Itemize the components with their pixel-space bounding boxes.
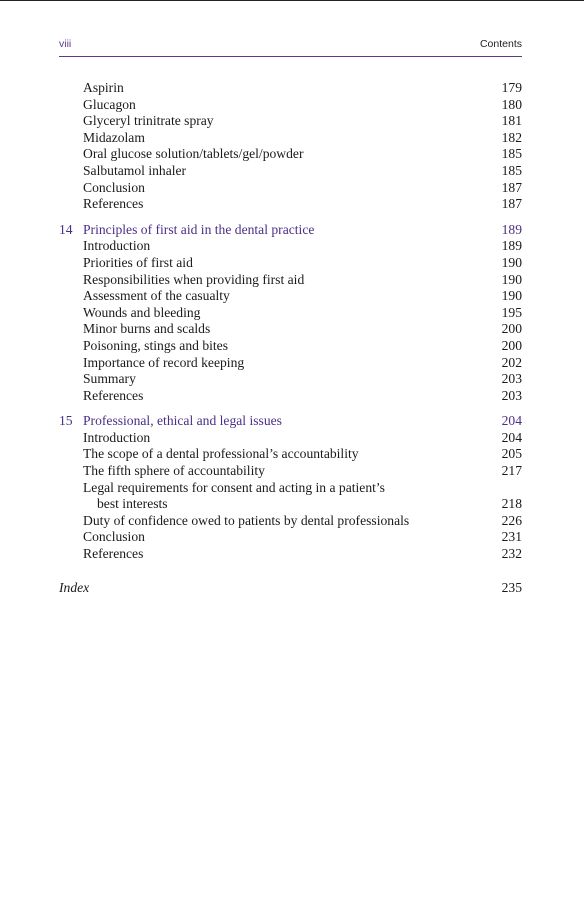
toc-entry-title: Midazolam xyxy=(83,129,145,145)
toc-entry[interactable] xyxy=(59,97,522,114)
toc-entry-page: 226 xyxy=(501,512,522,528)
toc-entry-page: 218 xyxy=(501,496,522,512)
toc-entry-title: best interests xyxy=(97,496,168,512)
toc-entry-page: 187 xyxy=(501,179,522,195)
toc-entry-title: Introduction xyxy=(83,429,151,445)
toc-entry-title: Glucagon xyxy=(83,96,136,112)
toc-entry[interactable] xyxy=(59,355,522,372)
toc-entry-title: Glyceryl trinitrate spray xyxy=(83,113,214,129)
toc-entry[interactable] xyxy=(59,163,522,180)
toc-entry[interactable] xyxy=(59,338,522,355)
toc-entry[interactable] xyxy=(59,529,522,546)
chapter-page: 189 xyxy=(501,221,522,237)
toc-entry[interactable] xyxy=(59,446,522,463)
toc-entry-title: The scope of a dental professional’s accountability xyxy=(83,446,359,462)
toc-entry-page: 185 xyxy=(501,146,522,162)
chapter-title: Professional, ethical and legal issues xyxy=(83,413,282,429)
toc-entry-page: 185 xyxy=(501,162,522,178)
toc-entry[interactable] xyxy=(59,480,522,497)
toc-entry-title: Poisoning, stings and bites xyxy=(83,337,229,353)
chapter-title: Principles of first aid in the dental practice xyxy=(83,221,315,237)
running-header xyxy=(59,38,522,57)
toc-entry[interactable] xyxy=(59,430,522,447)
toc-entry[interactable] xyxy=(59,180,522,197)
toc-index-entry[interactable] xyxy=(59,580,522,597)
toc-entry-page: 200 xyxy=(501,337,522,353)
toc-entry-page: 189 xyxy=(501,238,522,254)
toc-entry-continuation[interactable] xyxy=(59,496,522,513)
toc-entry-title: Conclusion xyxy=(83,179,145,195)
toc-entry-page: 179 xyxy=(501,80,522,95)
toc-entry-title: The fifth sphere of accountability xyxy=(83,463,265,479)
toc-entry-title: References xyxy=(83,387,144,403)
toc-entry-title: Conclusion xyxy=(83,529,145,545)
toc-entry[interactable] xyxy=(59,321,522,338)
index-title: Index xyxy=(59,579,90,595)
toc-entry-page: 205 xyxy=(501,446,522,462)
running-title: Contents xyxy=(479,38,522,50)
toc-entry[interactable] xyxy=(59,80,522,97)
chapter-heading-14[interactable] xyxy=(59,222,522,239)
toc-entry-page: 204 xyxy=(501,429,522,445)
toc-entry-page: 190 xyxy=(501,271,522,287)
toc-entry-title: Oral glucose solution/tablets/gel/powder xyxy=(83,146,304,162)
toc-entry-title: Minor burns and scalds xyxy=(83,321,211,337)
toc-entry[interactable] xyxy=(59,272,522,289)
toc-entry-title: Priorities of first aid xyxy=(83,254,193,270)
toc-entry-page: 181 xyxy=(501,113,522,129)
toc-entry-page: 203 xyxy=(501,371,522,387)
toc-entry-page: 182 xyxy=(501,129,522,145)
toc-entry-title: References xyxy=(83,196,144,212)
toc-entry-title: Wounds and bleeding xyxy=(83,304,201,320)
toc-entry[interactable] xyxy=(59,388,522,405)
toc-entry[interactable] xyxy=(59,371,522,388)
chapter-page: 204 xyxy=(501,413,522,429)
toc-entry-title: Introduction xyxy=(83,238,151,254)
toc-entry-title: Responsibilities when providing first aid xyxy=(83,271,305,287)
toc-entry[interactable] xyxy=(59,238,522,255)
toc-entry-page: 200 xyxy=(501,321,522,337)
toc-entry[interactable] xyxy=(59,196,522,213)
toc-entry[interactable] xyxy=(59,463,522,480)
chapter-number: 14 xyxy=(59,221,73,237)
toc-entry-title: Importance of record keeping xyxy=(83,354,245,370)
toc-entry[interactable] xyxy=(59,255,522,272)
toc-entry-page: 187 xyxy=(501,196,522,212)
toc-entry-page: 202 xyxy=(501,354,522,370)
toc-entry-page: 232 xyxy=(501,546,522,562)
chapter-number: 15 xyxy=(59,413,73,429)
toc-entry-page: 190 xyxy=(501,254,522,270)
index-page: 235 xyxy=(501,579,522,595)
toc-entry[interactable] xyxy=(59,130,522,147)
toc-entry-page: 231 xyxy=(501,529,522,545)
toc-entry-title: Legal requirements for consent and acting in a patient’s xyxy=(83,479,385,495)
toc-entry-title: Summary xyxy=(83,371,136,387)
toc-entry-page: 180 xyxy=(501,96,522,112)
toc-entry-title: Salbutamol inhaler xyxy=(83,162,187,178)
toc-entry[interactable] xyxy=(59,113,522,130)
toc-entry-title: References xyxy=(83,546,144,562)
toc-entry-title: Aspirin xyxy=(83,80,124,95)
toc-entry-page: 195 xyxy=(501,304,522,320)
table-of-contents xyxy=(59,80,522,596)
page-folio: viii xyxy=(59,38,72,50)
toc-entry[interactable] xyxy=(59,513,522,530)
toc-entry-title: Assessment of the casualty xyxy=(83,288,230,304)
chapter-heading-15[interactable] xyxy=(59,413,522,430)
page-top-border xyxy=(0,0,584,1)
toc-entry[interactable] xyxy=(59,546,522,563)
toc-entry[interactable] xyxy=(59,305,522,322)
toc-entry[interactable] xyxy=(59,146,522,163)
toc-entry[interactable] xyxy=(59,288,522,305)
toc-entry-page: 203 xyxy=(501,387,522,403)
toc-entry-page: 217 xyxy=(501,463,522,479)
toc-entry-page: 190 xyxy=(501,288,522,304)
toc-entry-title: Duty of confidence owed to patients by dental professionals xyxy=(83,512,410,528)
